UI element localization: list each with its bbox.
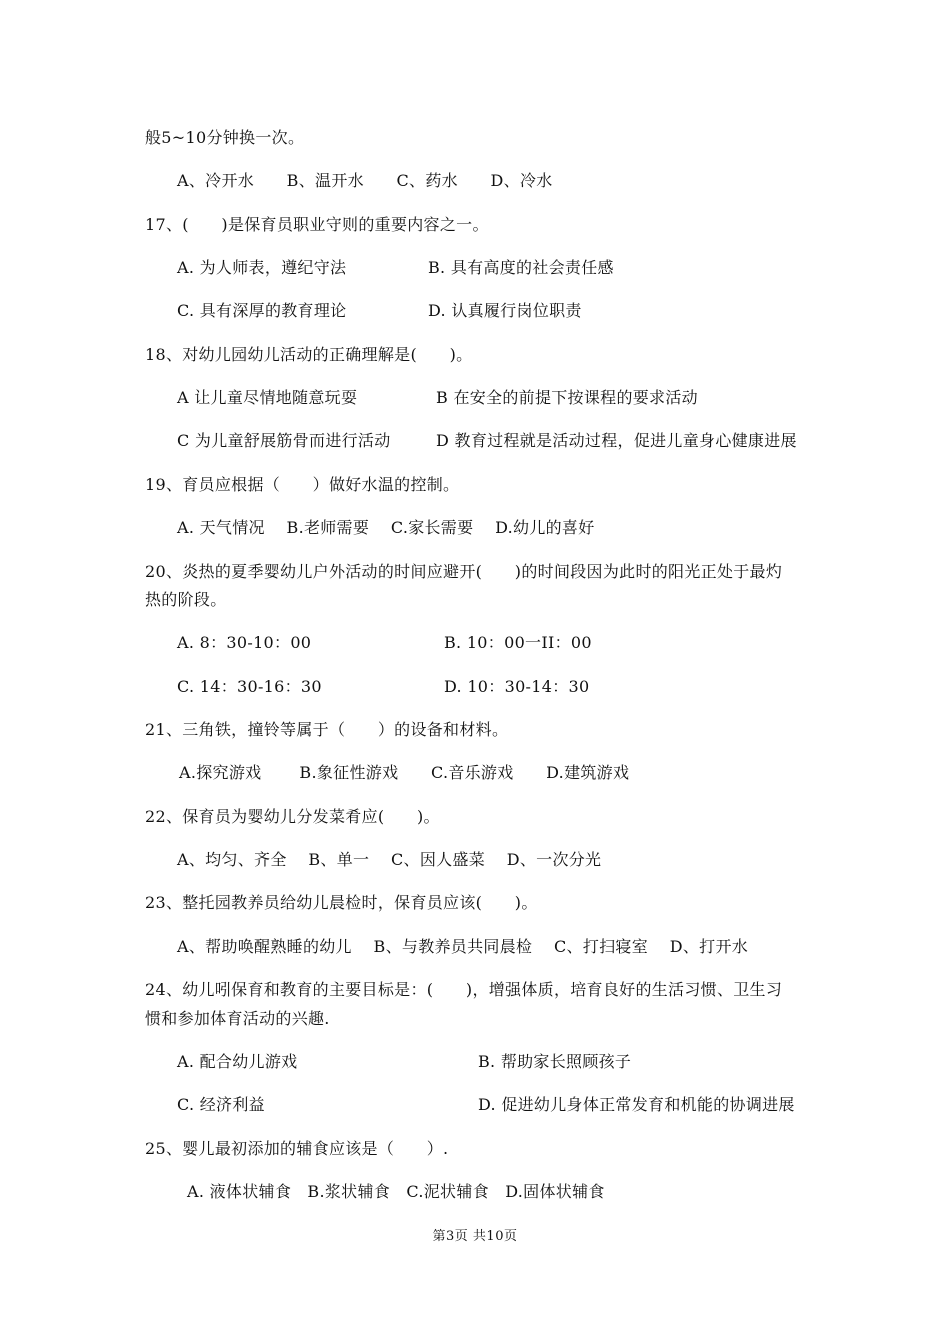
question-19-options: A. 天气情况 B.老师需要 C.家长需要 D.幼儿的喜好 [177, 518, 595, 537]
page-footer: 第3页 共10页 [432, 1229, 518, 1244]
question-18-option-c: C 为儿童舒展筋骨而进行活动 [177, 431, 391, 450]
question-20-option-b: B. 10：00一II：00 [444, 633, 592, 652]
question-23: 23、整托园教养员给幼儿晨检时，保育员应该( )。 [145, 893, 538, 912]
question-18-option-b: B 在安全的前提下按课程的要求活动 [436, 388, 698, 407]
question-19: 19、育员应根据（ ）做好水温的控制。 [145, 475, 460, 494]
question-20-option-a: A. 8：30-10：00 [177, 633, 312, 652]
question-24-option-d: D. 促进幼儿身体正常发育和机能的协调进展 [478, 1095, 795, 1114]
question-20-line-1: 20、炎热的夏季婴幼儿户外活动的时间应避开( )的时间段因为此时的阳光正处于最灼 [145, 562, 783, 581]
question-21-options: A.探究游戏 B.象征性游戏 C.音乐游戏 D.建筑游戏 [179, 763, 630, 782]
question-17-option-a: A. 为人师表，遵纪守法 [177, 258, 347, 277]
question-24-line-2: 惯和参加体育活动的兴趣. [145, 1009, 330, 1028]
question-25-options: A. 液体状辅食 B.浆状辅食 C.泥状辅食 D.固体状辅食 [187, 1182, 605, 1201]
question-20-line-2: 热的阶段。 [145, 590, 227, 609]
question-22-options: A、均匀、齐全 B、单一 C、因人盛菜 D、一次分光 [177, 850, 602, 869]
question-25: 25、婴儿最初添加的辅食应该是（ ）. [145, 1139, 449, 1158]
question-18: 18、对幼儿园幼儿活动的正确理解是( )。 [145, 345, 473, 364]
question-18-option-d: D 教育过程就是活动过程，促进儿童身心健康进展 [436, 431, 797, 450]
question-17-option-d: D. 认真履行岗位职责 [428, 301, 582, 320]
question-17-option-c: C. 具有深厚的教育理论 [177, 301, 347, 320]
question-17-option-b: B. 具有高度的社会责任感 [428, 258, 614, 277]
question-20-option-d: D. 10：30-14：30 [444, 677, 590, 696]
question-24-option-a: A. 配合幼儿游戏 [177, 1052, 298, 1071]
question-16-continuation: 般5~10分钟换一次。 [145, 128, 305, 147]
question-20-option-c: C. 14：30-16：30 [177, 677, 322, 696]
question-21: 21、三角铁，撞铃等属于（ ）的设备和材料。 [145, 720, 509, 739]
question-17: 17、( )是保育员职业守则的重要内容之一。 [145, 215, 489, 234]
question-23-options: A、帮助唤醒熟睡的幼儿 B、与教养员共同晨检 C、打扫寝室 D、打开水 [177, 937, 749, 956]
question-24-line-1: 24、幼儿吲保育和教育的主要目标是：( )，增强体质，培育良好的生活习惯、卫生习 [145, 980, 783, 999]
question-18-option-a: A 让儿童尽情地随意玩耍 [177, 388, 358, 407]
question-16-options: A、冷开水 B、温开水 C、药水 D、冷水 [177, 171, 553, 190]
question-24-option-b: B. 帮助家长照顾孩子 [478, 1052, 632, 1071]
question-22: 22、保育员为婴幼儿分发菜肴应( )。 [145, 807, 440, 826]
question-24-option-c: C. 经济利益 [177, 1095, 265, 1114]
